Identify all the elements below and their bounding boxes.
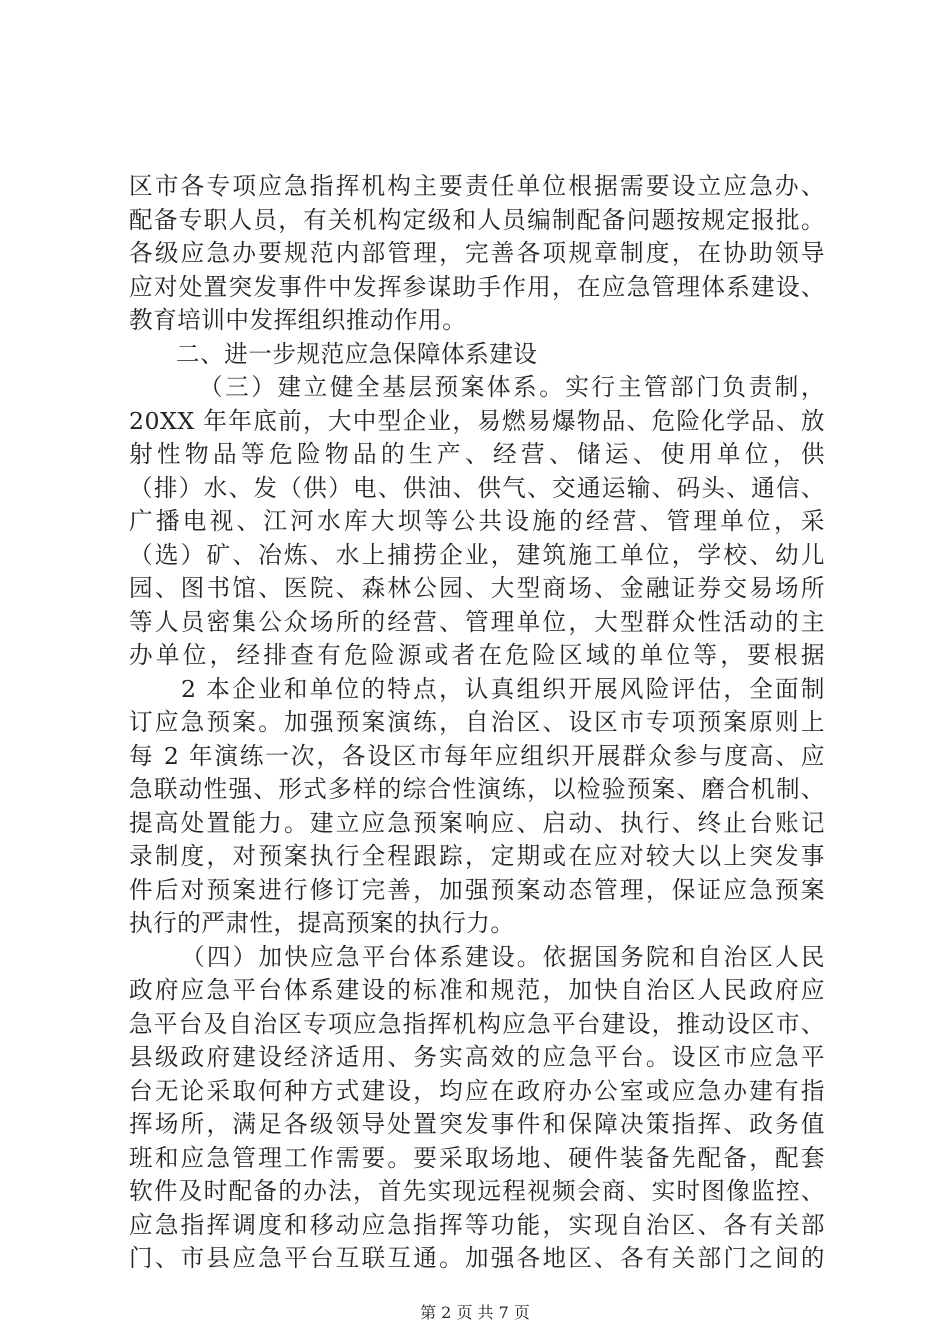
text-line: 件后对预案进行修订完善，加强预案动态管理，保证应急预案 [129,875,825,904]
page-number: 第 2 页 共 7 页 [420,1303,530,1322]
text-line: 广播电视、江河水库大坝等公共设施的经营、管理单位，采 [129,507,825,535]
text-line: 各级应急办要规范内部管理，完善各项规章制度，在协助领导 [129,239,825,267]
text-line: 台无论采取何种方式建设，均应在政府办公室或应急办建有指 [129,1076,825,1105]
text-line: 办单位，经排查有危险源或者在危险区域的单位等，要根据 [129,641,825,669]
text-line: 区市各专项应急指挥机构主要责任单位根据需要设立应急办、 [129,172,825,200]
text-line: 每 2 年演练一次，各设区市每年应组织开展群众参与度高、应 [129,741,825,770]
text-line: 录制度，对预案执行全程跟踪，定期或在应对较大以上突发事 [129,842,825,870]
document-body [129,170,825,1276]
text-line: 2 本企业和单位的特点，认真组织开展风险评估，全面制 [181,674,825,703]
text-line: 等人员密集公众场所的经营、管理单位，大型群众性活动的主 [129,607,825,636]
text-line: 应急指挥调度和移动应急指挥等功能，实现自治区、各有关部 [129,1210,825,1239]
text-line: 教育培训中发挥组织推动作用。 [129,306,467,334]
text-line: （选）矿、冶炼、水上捕捞企业，建筑施工单位，学校、幼儿 [129,540,825,569]
text-line: 园、图书馆、医院、森林公园、大型商场、金融证券交易场所 [129,574,825,602]
text-line: （四）加快应急平台体系建设。依据国务院和自治区人民 [181,942,825,971]
text-line: （三）建立健全基层预案体系。实行主管部门负责制， [199,373,825,401]
text-line: 订应急预案。加强预案演练，自治区、设区市专项预案原则上 [129,708,825,736]
text-line: 挥场所，满足各级领导处置突发事件和保障决策指挥、政务值 [129,1110,825,1138]
text-line: 急联动性强、形式多样的综合性演练，以检验预案、磨合机制、 [129,775,825,803]
text-line: 20XX 年年底前，大中型企业，易燃易爆物品、危险化学品、放 [129,406,825,435]
text-line: 提高处置能力。建立应急预案响应、启动、执行、终止台账记 [129,808,825,837]
text-line: （排）水、发（供）电、供油、供气、交通运输、码头、通信、 [129,473,825,502]
text-line: 配备专职人员，有关机构定级和人员编制配备问题按规定报批。 [129,205,825,234]
text-line: 射性物品等危险物品的生产、经营、储运、使用单位，供 [129,440,825,468]
page-footer [0,1300,950,1323]
section-heading: 二、进一步规范应急保障体系建设 [176,339,538,368]
text-line: 班和应急管理工作需要。要采取场地、硬件装备先配备，配套 [129,1143,825,1172]
text-line: 政府应急平台体系建设的标准和规范，加快自治区人民政府应 [129,976,825,1004]
text-line: 软件及时配备的办法，首先实现远程视频会商、实时图像监控、 [129,1177,825,1205]
text-line: 急平台及自治区专项应急指挥机构应急平台建设，推动设区市、 [129,1009,825,1038]
text-line: 门、市县应急平台互联互通。加强各地区、各有关部门之间的 [129,1244,825,1272]
text-line: 执行的严肃性，提高预案的执行力。 [129,909,515,937]
text-line: 县级政府建设经济适用、务实高效的应急平台。设区市应急平 [129,1043,825,1071]
text-line: 应对处置突发事件中发挥参谋助手作用，在应急管理体系建设、 [129,272,825,301]
